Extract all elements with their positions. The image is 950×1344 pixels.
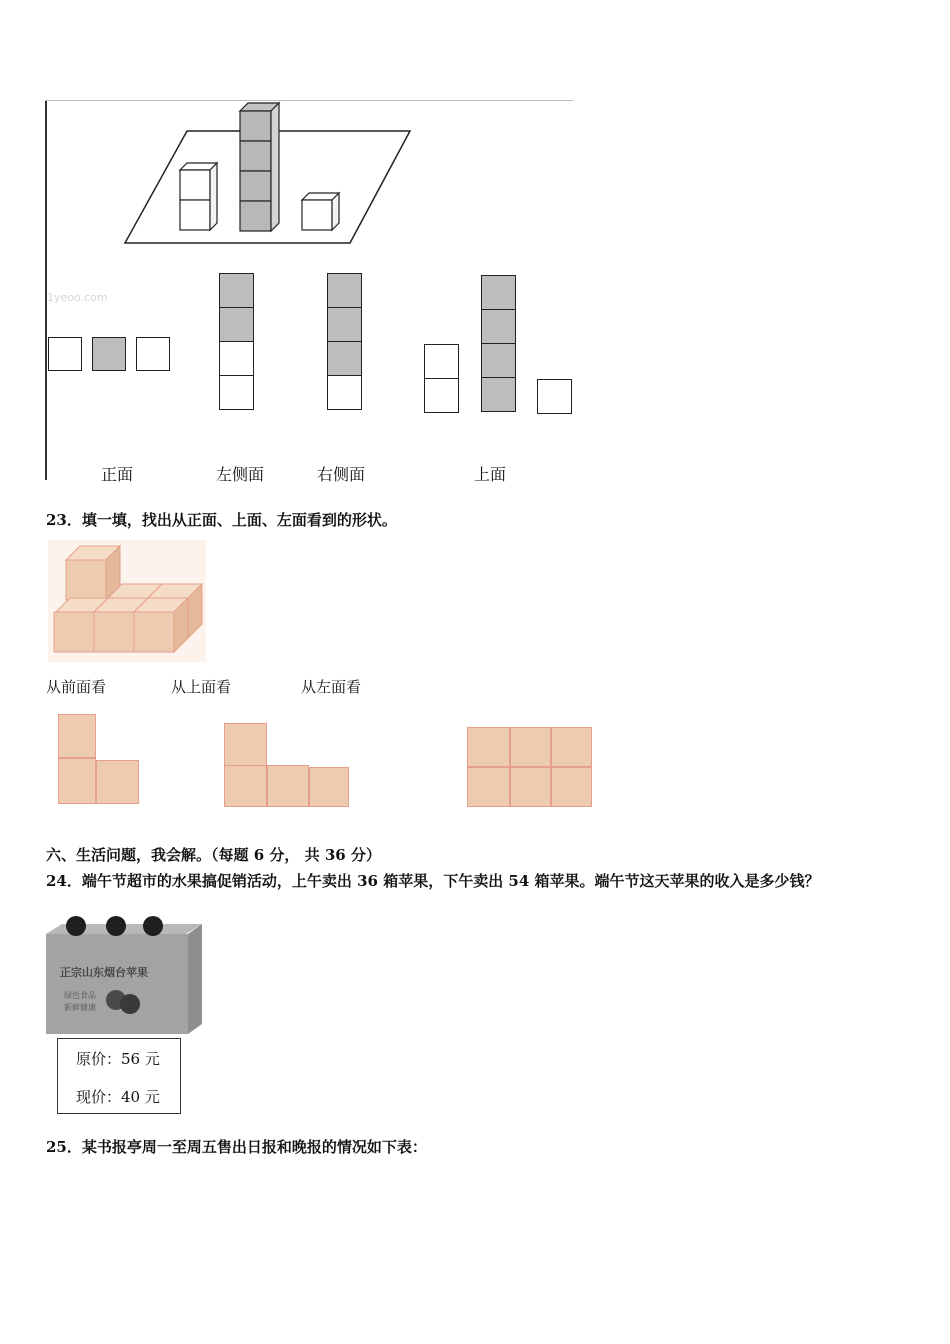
question-24: 24．端午节超市的水果搞促销活动，上午卖出 36 箱苹果，下午卖出 54 箱苹果。端午节这天苹果的收入是多少钱？ [46, 872, 820, 890]
tan-cubes-3d [48, 540, 208, 665]
top-view-left-square-2 [424, 378, 459, 413]
label-top: 上面 [474, 465, 507, 484]
label-front: 正面 [101, 465, 134, 484]
view1-square-bottom-right [96, 760, 139, 804]
front-view-square-2 [92, 337, 126, 371]
label-left-side: 左侧面 [216, 465, 265, 484]
view2-square-bottom-3 [309, 767, 349, 807]
left-view-square-4 [219, 375, 254, 410]
top-view-mid-square-2 [481, 309, 516, 344]
question-25: 25．某书报亭周一至周五售出日报和晚报的情况如下表： [46, 1138, 427, 1156]
right-view-square-2 [327, 307, 362, 342]
left-view-square-2 [219, 307, 254, 342]
front-view-square-1 [48, 337, 82, 371]
price-box [57, 1038, 181, 1114]
view3-square-2 [510, 727, 551, 767]
top-view-left-square-1 [424, 344, 459, 379]
label-right-side: 右侧面 [317, 465, 366, 484]
right-view-square-3 [327, 341, 362, 376]
view3-square-1 [467, 727, 510, 767]
current-price: 现价：40 元 [76, 1088, 160, 1106]
front-view-square-3 [136, 337, 170, 371]
top-view-right-square [537, 379, 572, 414]
view3-square-6 [551, 767, 592, 807]
question-23: 23．填一填，找出从正面、上面、左面看到的形状。 [46, 511, 397, 529]
top-view-mid-square-3 [481, 343, 516, 378]
right-view-square-1 [327, 273, 362, 308]
view1-square-top [58, 714, 96, 758]
view2-square-bottom-1 [224, 765, 267, 807]
right-view-square-4 [327, 375, 362, 410]
left-view-square-1 [219, 273, 254, 308]
view3-square-4 [467, 767, 510, 807]
blocks-3d-scene [45, 98, 575, 258]
view1-square-bottom-left [58, 758, 96, 804]
section-6-title: 六、生活问题，我会解。（每题 6 分， 共 36 分） [46, 846, 381, 864]
original-price: 原价：56 元 [76, 1050, 160, 1068]
apple-box-sub1: 绿色食品 [64, 991, 96, 1000]
apple-box-sub2: 新鲜健康 [64, 1003, 96, 1012]
view-label-top: 从上面看 [171, 678, 232, 696]
left-view-square-3 [219, 341, 254, 376]
apple-box-title: 正宗山东烟台苹果 [60, 966, 148, 979]
view-label-front: 从前面看 [46, 678, 107, 696]
top-figure [45, 98, 575, 488]
view3-square-5 [510, 767, 551, 807]
top-view-mid-square-4 [481, 377, 516, 412]
view3-square-3 [551, 727, 592, 767]
top-view-mid-square-1 [481, 275, 516, 310]
watermark: 1yeoo.com [47, 291, 108, 304]
view-label-left: 从左面看 [301, 678, 362, 696]
view2-square-top [224, 723, 267, 766]
view2-square-bottom-2 [267, 765, 309, 807]
